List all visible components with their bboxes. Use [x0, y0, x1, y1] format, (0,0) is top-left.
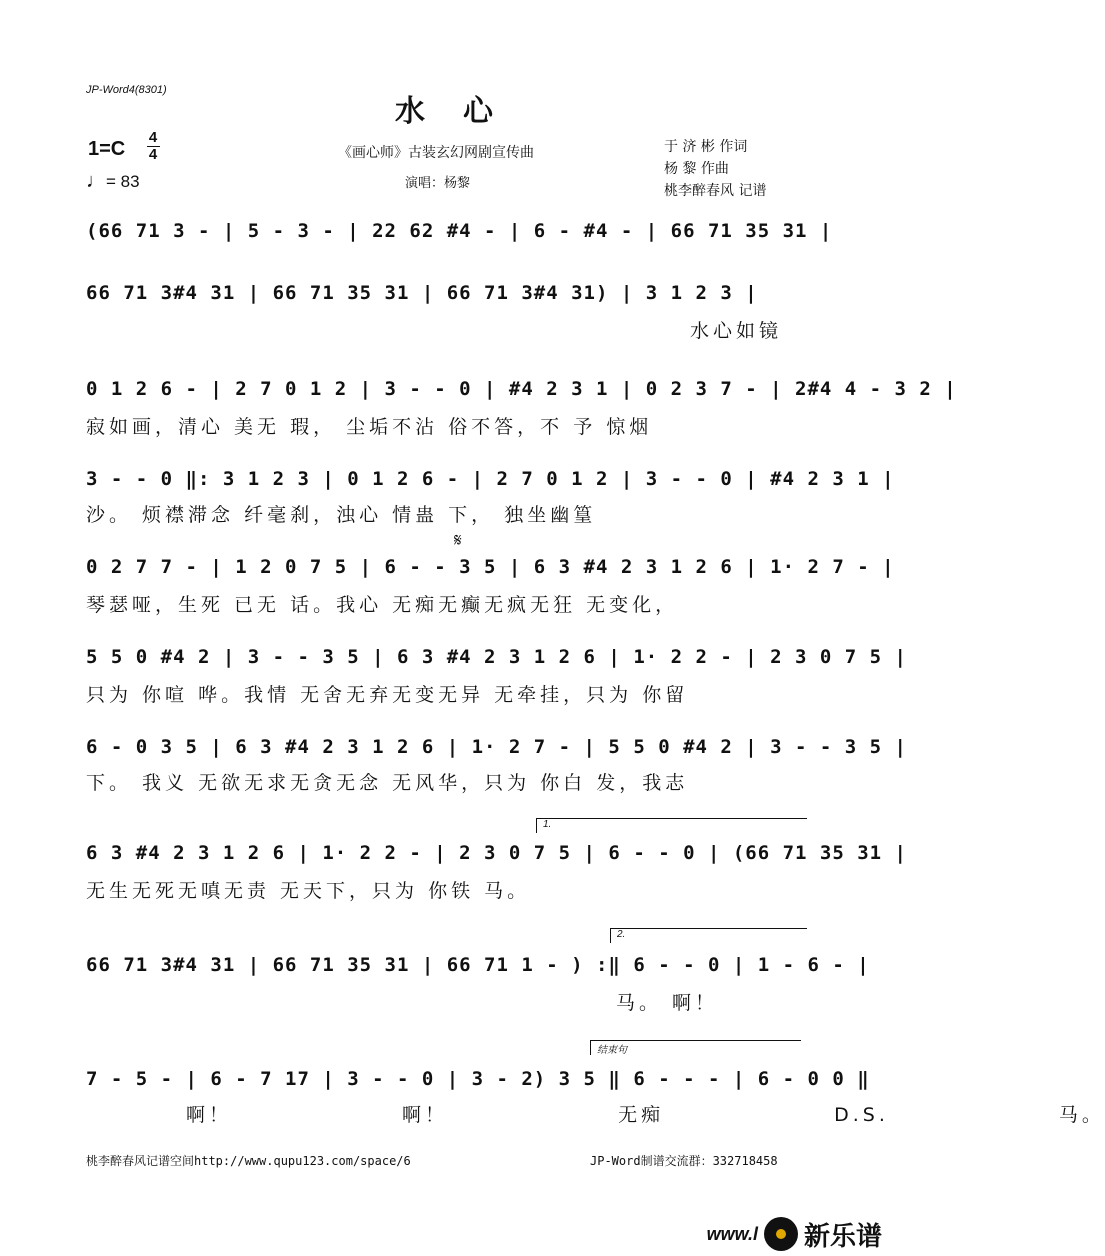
notation-line-6: 5 5 0 #4 2 | 3 - - 3 5 | 6 3 #4 2 3 1 2 6 | 1· 2 2 - | 2 3 0 7 5 |: [86, 646, 907, 668]
key-signature: 1=C: [88, 138, 126, 160]
ending-label: 结束句: [597, 1045, 627, 1056]
watermark-name: 新乐谱: [803, 1221, 882, 1252]
second-ending-bracket: [610, 928, 807, 943]
software-label: JP-Word4(8301): [86, 84, 167, 96]
lyric-line-8: 无生无死无嗔无责 无天下，只为 你铁 马。: [86, 880, 531, 902]
credit-lyricist: 于 济 彬 作词: [664, 139, 748, 155]
quarter-note-icon: ♩: [86, 170, 106, 192]
footer-right: JP-Word制谱交流群：332718458: [590, 1154, 778, 1168]
lyric-line-10: 啊！ 啊！ 无痴 D.S. 马。: [186, 1104, 1105, 1126]
lyric-line-3: 寂如画，清心 美无 瑕， 尘垢不沾 俗不答，不 予 惊烟: [86, 416, 653, 438]
ending-label: 2.: [617, 929, 626, 940]
watermark-url: www.l: [706, 1223, 758, 1244]
notation-line-8: 6 3 #4 2 3 1 2 6 | 1· 2 2 - | 2 3 0 7 5 | 6 - - 0 | (66 71 35 31 |: [86, 842, 907, 864]
ending-label: 1.: [543, 819, 552, 830]
singer: 演唱：杨黎: [405, 176, 471, 191]
notation-line-5: 0 2 7 7 - | 1 2 0 7 5 | 6 - - 3 5 | 6 3 #4 2 3 1 2 6 | 1· 2 7 - |: [86, 556, 895, 578]
subtitle: 《画心师》古装玄幻网剧宣传曲: [338, 145, 534, 161]
coda-bracket: [590, 1040, 801, 1055]
notation-line-1: (66 71 3 - | 5 - 3 - | 22 62 #4 - | 6 - #4 - | 66 71 35 31 |: [86, 220, 833, 242]
footer-left: 桃李醉春风记谱空间http://www.qupu123.com/space/6: [86, 1154, 411, 1168]
lyric-line-9: 马。 啊！: [616, 992, 719, 1014]
lyric-line-4: 沙。 烦襟滞念 纤毫刹，浊心 情蛊 下， 独坐幽篁: [86, 504, 597, 526]
lyric-line-5: 琴瑟哑，生死 已无 话。我心 无痴无癫无疯无狂 无变化，: [86, 594, 679, 616]
lyric-line-2: 水心如镜: [690, 320, 783, 342]
tempo-value: = 83: [106, 172, 140, 191]
time-signature: [146, 131, 160, 162]
time-numerator: 4: [148, 129, 158, 146]
notation-line-4: 3 - - 0 ‖: 3 1 2 3 | 0 1 2 6 - | 2 7 0 1 2 | 3 - - 0 | #4 2 3 1 |: [86, 468, 895, 490]
notation-line-3: 0 1 2 6 - | 2 7 0 1 2 | 3 - - 0 | #4 2 3 1 | 0 2 3 7 - | 2#4 4 - 3 2 |: [86, 378, 957, 400]
notation-line-7: 6 - 0 3 5 | 6 3 #4 2 3 1 2 6 | 1· 2 7 - | 5 5 0 #4 2 | 3 - - 3 5 |: [86, 736, 907, 758]
song-title: 水心: [395, 94, 531, 129]
time-denominator: 4: [148, 146, 158, 163]
notation-line-10: 7 - 5 - | 6 - 7 17 | 3 - - 0 | 3 - 2) 3 5 ‖ 6 - - - | 6 - 0 0 ‖: [86, 1068, 870, 1090]
segno-icon: 𝄋: [454, 530, 462, 551]
site-watermark: [707, 1212, 888, 1256]
lyric-line-6: 只为 你喧 哗。我情 无舍无弃无变无异 无牵挂，只为 你留: [86, 684, 689, 706]
notation-line-9: 66 71 3#4 31 | 66 71 35 31 | 66 71 1 - ) :‖ 6 - - 0 | 1 - 6 - |: [86, 954, 870, 976]
notation-line-2: 66 71 3#4 31 | 66 71 35 31 | 66 71 3#4 31) | 3 1 2 3 |: [86, 282, 758, 304]
disc-icon: [764, 1217, 798, 1251]
credit-transcriber: 桃李醉春风 记谱: [664, 183, 767, 199]
first-ending-bracket: [536, 818, 807, 833]
tempo-marking: [86, 170, 140, 193]
lyric-line-7: 下。 我义 无欲无求无贪无念 无风华，只为 你白 发，我志: [86, 772, 689, 794]
credit-composer: 杨 黎 作曲: [664, 161, 729, 177]
